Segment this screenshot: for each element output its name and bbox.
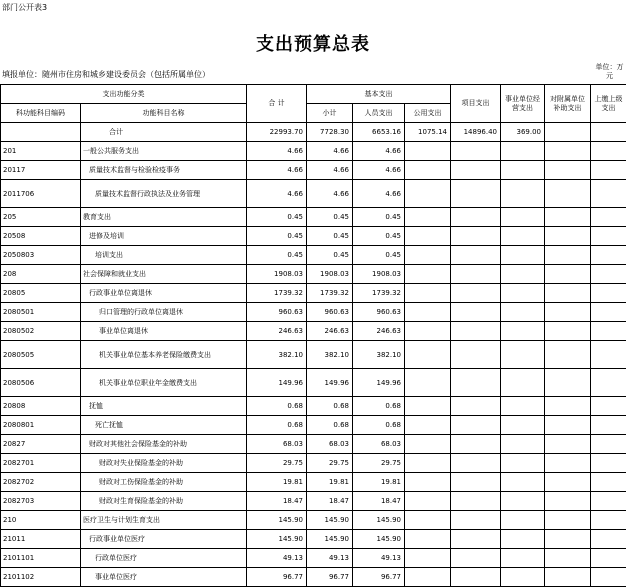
cell-personnel: 4.66 (353, 142, 405, 161)
reporting-unit: 填报单位：随州市住房和城乡建设委员会（包括所属单位） (2, 69, 210, 80)
cell-subsidy (545, 397, 591, 416)
cell-subsidy (545, 180, 591, 208)
cell-code: 20508 (1, 227, 81, 246)
cell-public (405, 369, 451, 397)
cell-public (405, 208, 451, 227)
cell-subsidy (545, 303, 591, 322)
cell-upper (591, 511, 626, 530)
page-title: 支出预算总表 (0, 30, 626, 56)
cell-personnel: 4.66 (353, 180, 405, 208)
cell-personnel: 6653.16 (353, 123, 405, 142)
cell-name: 死亡抚恤 (81, 416, 247, 435)
table-row (1, 492, 626, 511)
cell-code: 2101102 (1, 568, 81, 587)
header-upper: 上缴上级支出 (591, 85, 626, 123)
cell-biz (501, 227, 545, 246)
cell-biz (501, 180, 545, 208)
cell-personnel: 145.90 (353, 511, 405, 530)
table-row (1, 284, 626, 303)
cell-public (405, 227, 451, 246)
cell-project (451, 369, 501, 397)
cell-subsidy (545, 416, 591, 435)
cell-name: 财政对失业保险基金的补助 (81, 454, 247, 473)
cell-total: 1908.03 (247, 265, 307, 284)
cell-name: 归口管理的行政单位离退休 (81, 303, 247, 322)
cell-total: 149.96 (247, 369, 307, 397)
cell-upper (591, 473, 626, 492)
cell-public (405, 246, 451, 265)
cell-subtotal: 18.47 (307, 492, 353, 511)
cell-subsidy (545, 530, 591, 549)
table-row (1, 549, 626, 568)
header-personnel: 人员支出 (353, 104, 405, 123)
cell-public: 1075.14 (405, 123, 451, 142)
cell-subsidy (545, 568, 591, 587)
cell-biz (501, 530, 545, 549)
cell-subtotal: 0.68 (307, 416, 353, 435)
cell-biz (501, 511, 545, 530)
cell-name: 社会保障和就业支出 (81, 265, 247, 284)
cell-code: 20117 (1, 161, 81, 180)
cell-biz (501, 369, 545, 397)
cell-subtotal: 382.10 (307, 341, 353, 369)
cell-subsidy (545, 284, 591, 303)
cell-code: 2080801 (1, 416, 81, 435)
cell-subsidy (545, 161, 591, 180)
table-row (1, 454, 626, 473)
cell-upper (591, 369, 626, 397)
cell-name: 机关事业单位职业年金缴费支出 (81, 369, 247, 397)
cell-project (451, 549, 501, 568)
cell-name: 医疗卫生与计划生育支出 (81, 511, 247, 530)
cell-total: 4.66 (247, 180, 307, 208)
table-row (1, 227, 626, 246)
header-total: 合 计 (247, 85, 307, 123)
cell-biz (501, 549, 545, 568)
cell-public (405, 341, 451, 369)
cell-total: 22993.70 (247, 123, 307, 142)
cell-project (451, 492, 501, 511)
cell-personnel: 0.45 (353, 208, 405, 227)
cell-code: 201 (1, 142, 81, 161)
cell-upper (591, 492, 626, 511)
cell-project (451, 265, 501, 284)
cell-biz (501, 341, 545, 369)
cell-name: 质量技术监督行政执法及业务管理 (81, 180, 247, 208)
cell-biz (501, 397, 545, 416)
header-basic: 基本支出 (307, 85, 451, 104)
cell-upper (591, 227, 626, 246)
cell-total: 4.66 (247, 161, 307, 180)
table-row (1, 303, 626, 322)
header-subtotal: 小计 (307, 104, 353, 123)
table-row (1, 435, 626, 454)
cell-biz: 369.00 (501, 123, 545, 142)
cell-public (405, 511, 451, 530)
cell-project (451, 284, 501, 303)
cell-total: 4.66 (247, 142, 307, 161)
cell-subsidy (545, 227, 591, 246)
cell-project (451, 435, 501, 454)
cell-upper (591, 341, 626, 369)
header-func-class: 支出功能分类 (1, 85, 247, 104)
cell-code: 2080501 (1, 303, 81, 322)
cell-project (451, 341, 501, 369)
cell-personnel: 145.90 (353, 530, 405, 549)
cell-upper (591, 549, 626, 568)
cell-project (451, 454, 501, 473)
table-row (1, 416, 626, 435)
cell-code: 2080505 (1, 341, 81, 369)
cell-name: 事业单位医疗 (81, 568, 247, 587)
table-row (1, 369, 626, 397)
cell-total: 96.77 (247, 568, 307, 587)
table-row (1, 208, 626, 227)
cell-total: 1739.32 (247, 284, 307, 303)
cell-upper (591, 284, 626, 303)
cell-code: 205 (1, 208, 81, 227)
cell-upper (591, 246, 626, 265)
cell-code: 2082701 (1, 454, 81, 473)
cell-public (405, 180, 451, 208)
cell-name: 机关事业单位基本养老保险缴费支出 (81, 341, 247, 369)
cell-public (405, 473, 451, 492)
table-row (1, 142, 626, 161)
cell-subsidy (545, 142, 591, 161)
cell-subsidy (545, 511, 591, 530)
cell-personnel: 960.63 (353, 303, 405, 322)
cell-public (405, 161, 451, 180)
cell-subtotal: 0.45 (307, 208, 353, 227)
cell-total: 145.90 (247, 530, 307, 549)
cell-biz (501, 265, 545, 284)
cell-code: 2082703 (1, 492, 81, 511)
cell-public (405, 416, 451, 435)
cell-total: 49.13 (247, 549, 307, 568)
cell-subsidy (545, 123, 591, 142)
cell-personnel: 0.68 (353, 416, 405, 435)
cell-name: 教育支出 (81, 208, 247, 227)
cell-code: 20827 (1, 435, 81, 454)
cell-subtotal: 960.63 (307, 303, 353, 322)
cell-subtotal: 145.90 (307, 530, 353, 549)
cell-code: 2082702 (1, 473, 81, 492)
cell-biz (501, 208, 545, 227)
currency-unit: 单位：万元 (593, 63, 626, 81)
cell-subsidy (545, 369, 591, 397)
table-row (1, 397, 626, 416)
cell-total: 29.75 (247, 454, 307, 473)
cell-personnel: 0.45 (353, 246, 405, 265)
cell-biz (501, 435, 545, 454)
table-row (1, 568, 626, 587)
cell-public (405, 435, 451, 454)
cell-public (405, 265, 451, 284)
cell-public (405, 492, 451, 511)
cell-subtotal: 0.68 (307, 397, 353, 416)
cell-personnel: 0.68 (353, 397, 405, 416)
cell-subtotal: 29.75 (307, 454, 353, 473)
cell-code: 20805 (1, 284, 81, 303)
table-row (1, 322, 626, 341)
cell-public (405, 322, 451, 341)
cell-personnel: 29.75 (353, 454, 405, 473)
header-name: 功能科目名称 (81, 104, 247, 123)
cell-personnel: 1908.03 (353, 265, 405, 284)
cell-upper (591, 208, 626, 227)
cell-project: 14896.40 (451, 123, 501, 142)
cell-upper (591, 454, 626, 473)
cell-personnel: 19.81 (353, 473, 405, 492)
cell-biz (501, 161, 545, 180)
cell-subtotal: 7728.30 (307, 123, 353, 142)
cell-biz (501, 416, 545, 435)
cell-biz (501, 492, 545, 511)
cell-subtotal: 96.77 (307, 568, 353, 587)
cell-total: 0.45 (247, 208, 307, 227)
cell-code: 2011706 (1, 180, 81, 208)
cell-subtotal: 49.13 (307, 549, 353, 568)
cell-subtotal: 4.66 (307, 180, 353, 208)
cell-total: 0.68 (247, 416, 307, 435)
cell-project (451, 161, 501, 180)
cell-name: 事业单位离退休 (81, 322, 247, 341)
cell-name: 一般公共服务支出 (81, 142, 247, 161)
cell-total: 960.63 (247, 303, 307, 322)
cell-personnel: 0.45 (353, 227, 405, 246)
cell-public (405, 568, 451, 587)
cell-biz (501, 473, 545, 492)
cell-project (451, 322, 501, 341)
document-label: 部门公开表3 (2, 2, 47, 13)
cell-total: 18.47 (247, 492, 307, 511)
cell-upper (591, 265, 626, 284)
cell-upper (591, 397, 626, 416)
cell-project (451, 568, 501, 587)
cell-public (405, 397, 451, 416)
table-row (1, 530, 626, 549)
cell-subsidy (545, 341, 591, 369)
cell-project (451, 246, 501, 265)
cell-project (451, 530, 501, 549)
cell-code: 2080506 (1, 369, 81, 397)
cell-total: 382.10 (247, 341, 307, 369)
cell-name: 行政单位医疗 (81, 549, 247, 568)
cell-upper (591, 530, 626, 549)
table-row (1, 341, 626, 369)
table-row (1, 473, 626, 492)
table-row (1, 511, 626, 530)
cell-name: 财政对其他社会保险基金的补助 (81, 435, 247, 454)
cell-total: 19.81 (247, 473, 307, 492)
cell-name: 财政对工伤保险基金的补助 (81, 473, 247, 492)
cell-code (1, 123, 81, 142)
cell-biz (501, 142, 545, 161)
cell-upper (591, 416, 626, 435)
cell-subtotal: 149.96 (307, 369, 353, 397)
cell-total: 145.90 (247, 511, 307, 530)
cell-total: 0.45 (247, 246, 307, 265)
cell-subtotal: 19.81 (307, 473, 353, 492)
table-row (1, 246, 626, 265)
cell-biz (501, 246, 545, 265)
cell-public (405, 142, 451, 161)
cell-project (451, 208, 501, 227)
cell-biz (501, 322, 545, 341)
cell-subsidy (545, 265, 591, 284)
cell-total: 246.63 (247, 322, 307, 341)
cell-name: 抚恤 (81, 397, 247, 416)
cell-personnel: 246.63 (353, 322, 405, 341)
budget-table (0, 84, 626, 587)
cell-biz (501, 284, 545, 303)
cell-subtotal: 0.45 (307, 227, 353, 246)
cell-total: 0.45 (247, 227, 307, 246)
cell-name: 质量技术监督与检验检疫事务 (81, 161, 247, 180)
cell-upper (591, 435, 626, 454)
cell-code: 20808 (1, 397, 81, 416)
cell-personnel: 49.13 (353, 549, 405, 568)
cell-code: 2080502 (1, 322, 81, 341)
cell-public (405, 530, 451, 549)
cell-name: 行政事业单位医疗 (81, 530, 247, 549)
cell-subtotal: 1908.03 (307, 265, 353, 284)
table-row (1, 123, 626, 142)
header-subsidy: 对附属单位补助支出 (545, 85, 591, 123)
cell-personnel: 96.77 (353, 568, 405, 587)
cell-subsidy (545, 208, 591, 227)
cell-upper (591, 568, 626, 587)
cell-project (451, 511, 501, 530)
cell-project (451, 416, 501, 435)
header-biz: 事业单位经营支出 (501, 85, 545, 123)
cell-subsidy (545, 473, 591, 492)
cell-upper (591, 123, 626, 142)
table-row (1, 180, 626, 208)
header-public: 公用支出 (405, 104, 451, 123)
cell-subsidy (545, 454, 591, 473)
cell-upper (591, 161, 626, 180)
cell-upper (591, 142, 626, 161)
cell-project (451, 180, 501, 208)
cell-upper (591, 322, 626, 341)
table-row (1, 265, 626, 284)
cell-subtotal: 246.63 (307, 322, 353, 341)
cell-name: 合计 (81, 123, 247, 142)
cell-personnel: 4.66 (353, 161, 405, 180)
cell-total: 68.03 (247, 435, 307, 454)
cell-code: 210 (1, 511, 81, 530)
cell-subsidy (545, 549, 591, 568)
cell-biz (501, 568, 545, 587)
cell-public (405, 549, 451, 568)
cell-subtotal: 68.03 (307, 435, 353, 454)
cell-public (405, 303, 451, 322)
cell-name: 培训支出 (81, 246, 247, 265)
cell-public (405, 454, 451, 473)
cell-name: 财政对生育保险基金的补助 (81, 492, 247, 511)
cell-name: 行政事业单位离退休 (81, 284, 247, 303)
cell-project (451, 227, 501, 246)
cell-subsidy (545, 435, 591, 454)
header-project: 项目支出 (451, 85, 501, 123)
cell-project (451, 142, 501, 161)
cell-subtotal: 145.90 (307, 511, 353, 530)
table-body (1, 123, 626, 587)
cell-project (451, 473, 501, 492)
cell-subtotal: 1739.32 (307, 284, 353, 303)
cell-total: 0.68 (247, 397, 307, 416)
cell-code: 2101101 (1, 549, 81, 568)
cell-personnel: 382.10 (353, 341, 405, 369)
cell-subsidy (545, 492, 591, 511)
cell-project (451, 397, 501, 416)
cell-code: 21011 (1, 530, 81, 549)
cell-subtotal: 0.45 (307, 246, 353, 265)
cell-subtotal: 4.66 (307, 161, 353, 180)
cell-upper (591, 180, 626, 208)
cell-public (405, 284, 451, 303)
cell-biz (501, 454, 545, 473)
cell-personnel: 1739.32 (353, 284, 405, 303)
cell-code: 208 (1, 265, 81, 284)
cell-personnel: 18.47 (353, 492, 405, 511)
cell-upper (591, 303, 626, 322)
cell-code: 2050803 (1, 246, 81, 265)
cell-subtotal: 4.66 (307, 142, 353, 161)
cell-personnel: 68.03 (353, 435, 405, 454)
cell-name: 进修及培训 (81, 227, 247, 246)
cell-biz (501, 303, 545, 322)
cell-personnel: 149.96 (353, 369, 405, 397)
header-code: 科功能科目编码 (1, 104, 81, 123)
cell-subsidy (545, 322, 591, 341)
cell-subsidy (545, 246, 591, 265)
cell-project (451, 303, 501, 322)
table-row (1, 161, 626, 180)
